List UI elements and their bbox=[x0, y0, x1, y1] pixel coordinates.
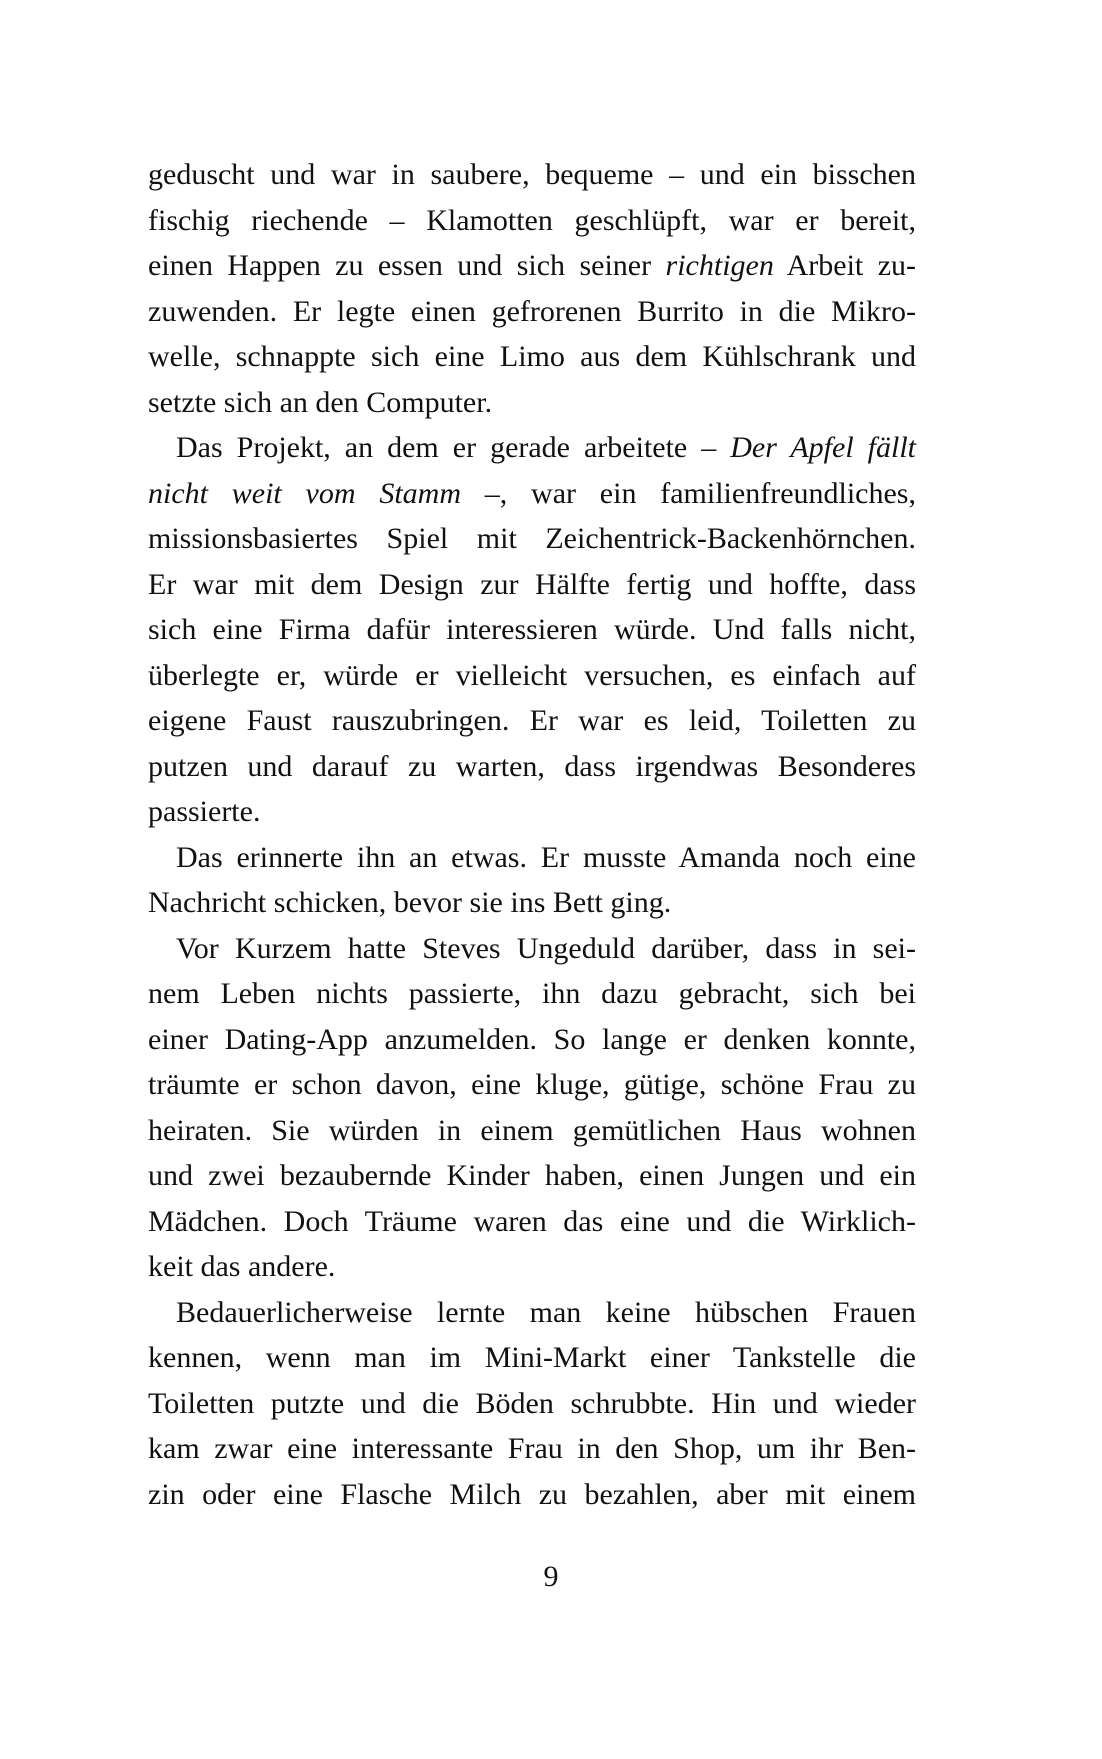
text-line bbox=[148, 880, 916, 926]
text-line bbox=[148, 198, 916, 244]
text-run: Bedauerlicherweise lernte man keine hübschen Frauen bbox=[176, 1295, 916, 1329]
text-run: zin oder eine Flasche Milch zu bezahlen, aber mit einem bbox=[148, 1477, 916, 1511]
text-line bbox=[148, 471, 916, 517]
text-run: Mädchen. Doch Träume waren das eine und die Wirklich- bbox=[148, 1204, 916, 1238]
text-run: eigene Faust rauszubringen. Er war es leid, Toiletten zu bbox=[148, 704, 916, 737]
text-line bbox=[148, 1062, 916, 1108]
text-run: Er war mit dem Design zur Hälfte fertig und hoffte, dass bbox=[148, 567, 916, 601]
body-text bbox=[148, 152, 916, 1517]
text-line bbox=[148, 425, 916, 471]
text-run: überlegte er, würde er vielleicht versuchen, es einfach auf bbox=[148, 658, 916, 692]
text-run: kam zwar eine interessante Frau in den Shop, um ihr Ben- bbox=[148, 1432, 916, 1465]
text-line bbox=[148, 1244, 916, 1290]
text-line bbox=[148, 1199, 916, 1245]
text-run: und zwei bezaubernde Kinder haben, einen Jungen und ein bbox=[148, 1159, 916, 1192]
text-run: Das erinnerte ihn an etwas. Er musste Amanda noch eine bbox=[176, 840, 916, 874]
text-line bbox=[148, 1290, 916, 1336]
text-line bbox=[148, 1108, 916, 1154]
text-run: sich eine Firma dafür interessieren würde. Und falls nicht, bbox=[148, 613, 916, 646]
italic-text: Der Apfel fällt bbox=[730, 431, 917, 464]
text-run: –, war ein familienfreundliches, bbox=[460, 476, 916, 510]
text-line bbox=[148, 562, 916, 608]
text-line bbox=[148, 1153, 916, 1199]
text-run: Arbeit zu- bbox=[773, 249, 916, 282]
text-line bbox=[148, 1472, 916, 1518]
text-line bbox=[148, 380, 916, 426]
text-run: fischig riechende – Klamotten geschlüpft, war er bereit, bbox=[148, 203, 916, 237]
text-run: welle, schnappte sich eine Limo aus dem Kühlschrank und bbox=[148, 340, 916, 373]
text-line bbox=[148, 971, 916, 1017]
text-run: Das Projekt, an dem er gerade arbeitete – bbox=[176, 431, 731, 464]
text-run: setzte sich an den Computer. bbox=[148, 385, 493, 419]
text-run: nem Leben nichts passierte, ihn dazu gebracht, sich bei bbox=[148, 977, 916, 1010]
text-line bbox=[148, 516, 916, 562]
text-line bbox=[148, 334, 916, 380]
text-line bbox=[148, 289, 916, 335]
text-run: missionsbasiertes Spiel mit Zeichentrick-Backenhörnchen. bbox=[148, 522, 916, 555]
text-run: Toiletten putzte und die Böden schrubbte. Hin und wieder bbox=[148, 1386, 916, 1420]
italic-text: nicht weit vom Stamm bbox=[148, 476, 461, 510]
text-run: keit das andere. bbox=[148, 1250, 336, 1283]
text-line bbox=[148, 698, 916, 744]
text-line bbox=[148, 1335, 916, 1381]
text-run: heiraten. Sie würden in einem gemütlichen Haus wohnen bbox=[148, 1113, 916, 1147]
text-run: putzen und darauf zu warten, dass irgendwas Besonderes bbox=[148, 749, 916, 783]
text-run: einer Dating-App anzumelden. So lange er denken konnte, bbox=[148, 1022, 916, 1056]
text-run: zuwenden. Er legte einen gefrorenen Burrito in die Mikro- bbox=[148, 294, 916, 328]
text-line bbox=[148, 152, 916, 198]
text-line bbox=[148, 1426, 916, 1472]
text-line bbox=[148, 789, 916, 835]
text-line bbox=[148, 926, 916, 972]
text-run: Vor Kurzem hatte Steves Ungeduld darüber, dass in sei- bbox=[176, 931, 916, 965]
text-run: kennen, wenn man im Mini-Markt einer Tankstelle die bbox=[148, 1341, 916, 1374]
text-line bbox=[148, 1381, 916, 1427]
text-line bbox=[148, 653, 916, 699]
page-number: 9 bbox=[543, 1560, 559, 1593]
text-line bbox=[148, 835, 916, 881]
text-line bbox=[148, 607, 916, 653]
text-run: passierte. bbox=[148, 795, 261, 828]
text-run: Nachricht schicken, bevor sie ins Bett ging. bbox=[148, 886, 672, 919]
text-line bbox=[148, 744, 916, 790]
italic-text: richtigen bbox=[665, 249, 774, 282]
text-line bbox=[148, 243, 916, 289]
text-run: geduscht und war in saubere, bequeme – und ein bisschen bbox=[148, 158, 916, 191]
text-run: einen Happen zu essen und sich seiner bbox=[148, 249, 666, 282]
text-line bbox=[148, 1017, 916, 1063]
text-run: träumte er schon davon, eine kluge, gütige, schöne Frau zu bbox=[148, 1068, 916, 1101]
